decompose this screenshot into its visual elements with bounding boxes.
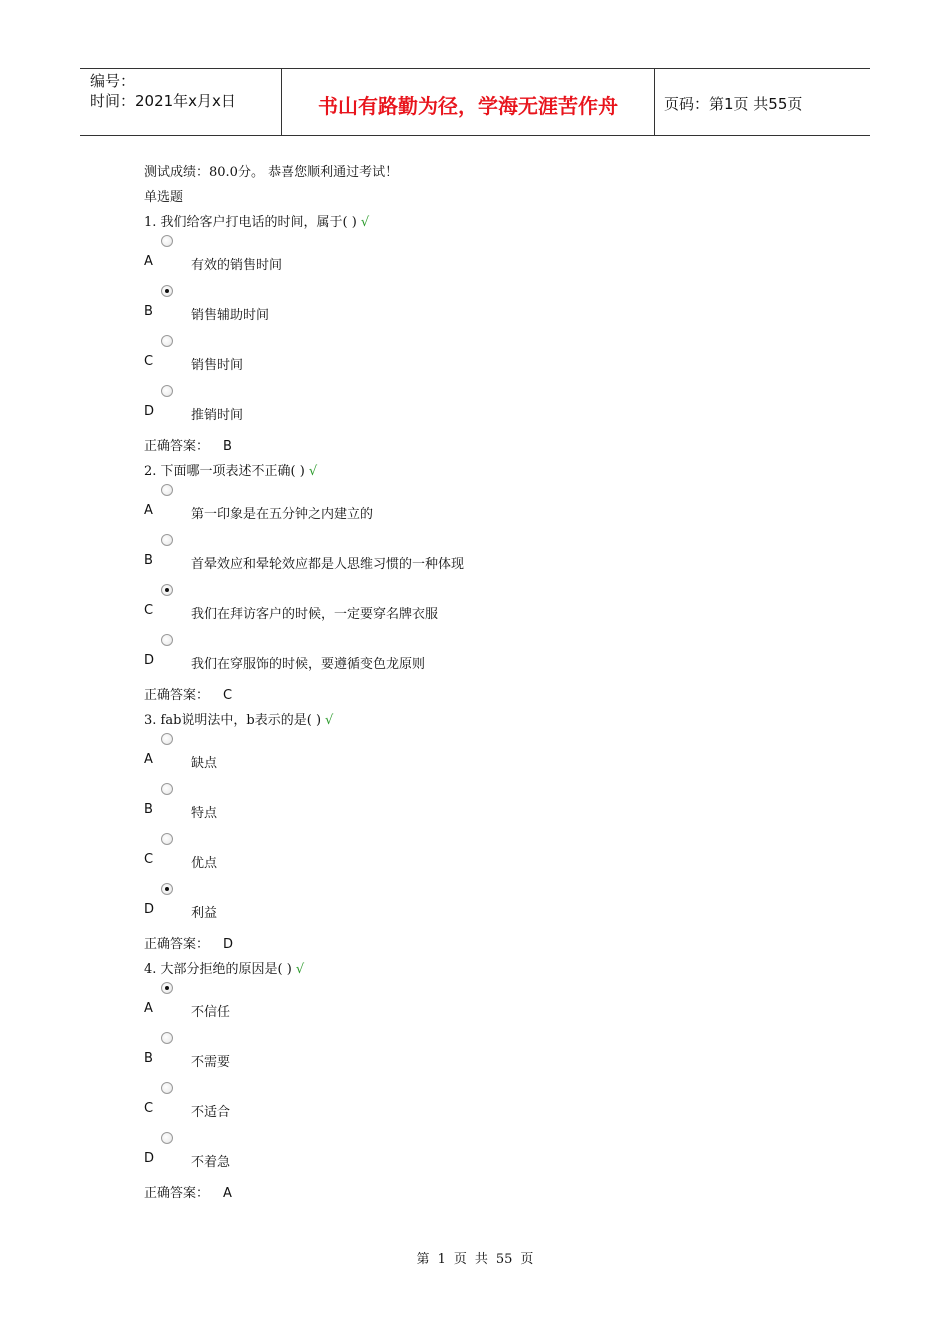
option-letter: B (144, 304, 153, 319)
option-letter: A (144, 1001, 153, 1016)
option-text: 缺点 (191, 756, 218, 771)
option-text: 首晕效应和晕轮效应都是人思维习惯的一种体现 (191, 557, 465, 572)
option-radio-b[interactable] (161, 1032, 173, 1044)
option-radio-d[interactable] (161, 883, 173, 895)
option-letter: C (144, 354, 154, 369)
option-text: 利益 (191, 906, 218, 921)
option-radio-b[interactable] (161, 285, 173, 297)
option-radio-c[interactable] (161, 833, 173, 845)
question-title (144, 211, 369, 230)
option-radio-a[interactable] (161, 982, 173, 994)
header-divider (654, 69, 655, 135)
option-text: 不需要 (191, 1055, 231, 1070)
correct-answer (144, 1182, 232, 1201)
option-text: 优点 (191, 856, 218, 871)
correct-answer-label: 正确答案： (144, 688, 210, 703)
option-text: 有效的销售时间 (191, 258, 283, 273)
correct-answer (144, 435, 232, 454)
footer-total-pages: 55 (495, 1252, 513, 1267)
question-text: 3. fab说明法中，b表示的是( ) (144, 713, 322, 728)
doc-number-label: 编号： (90, 72, 136, 90)
option-radio-a[interactable] (161, 484, 173, 496)
page-footer (0, 1248, 950, 1267)
option-text: 我们在拜访客户的时候，一定要穿名牌衣服 (191, 607, 439, 622)
option-letter: C (144, 852, 154, 867)
option-letter: C (144, 1101, 154, 1116)
correct-check-icon: √ (295, 962, 305, 977)
option-letter: A (144, 503, 153, 518)
question-text: 1. 我们给客户打电话的时间，属于( ) (144, 215, 357, 230)
header-motto: 书山有路勤为径，学海无涯苦作舟 (318, 94, 618, 118)
footer-text: 页 (453, 1252, 467, 1267)
option-letter: B (144, 1051, 153, 1066)
option-text: 销售时间 (191, 358, 244, 373)
correct-answer-value: C (223, 688, 233, 703)
option-radio-a[interactable] (161, 235, 173, 247)
header-page-info: 页码：第1页 共55页 (664, 95, 803, 113)
option-radio-d[interactable] (161, 1132, 173, 1144)
footer-text: 第 (416, 1252, 430, 1267)
correct-answer-label: 正确答案： (144, 439, 210, 454)
question-text: 4. 大部分拒绝的原因是( ) (144, 962, 292, 977)
page-header (80, 68, 870, 136)
doc-time-label: 时间：2021年x月x日 (90, 92, 236, 110)
option-letter: D (144, 902, 155, 917)
section-title: 单选题 (144, 190, 184, 205)
option-radio-a[interactable] (161, 733, 173, 745)
correct-answer-value: D (223, 937, 234, 952)
option-letter: D (144, 1151, 155, 1166)
option-text: 不信任 (191, 1005, 231, 1020)
option-text: 不着急 (191, 1155, 231, 1170)
option-letter: D (144, 653, 155, 668)
correct-answer-value: A (223, 1186, 232, 1201)
correct-answer-value: B (223, 439, 232, 454)
option-text: 销售辅助时间 (191, 308, 270, 323)
correct-answer (144, 933, 233, 952)
option-radio-c[interactable] (161, 584, 173, 596)
question-text: 2. 下面哪一项表述不正确( ) (144, 464, 305, 479)
option-radio-d[interactable] (161, 385, 173, 397)
option-radio-b[interactable] (161, 534, 173, 546)
option-letter: B (144, 553, 153, 568)
footer-text: 共 (474, 1252, 488, 1267)
correct-answer-label: 正确答案： (144, 1186, 210, 1201)
option-letter: B (144, 802, 153, 817)
footer-page-number: 1 (437, 1252, 446, 1267)
option-radio-c[interactable] (161, 1082, 173, 1094)
score-line: 测试成绩：80.0分。 恭喜您顺利通过考试！ (144, 165, 399, 180)
option-letter: A (144, 752, 153, 767)
header-meta (90, 71, 236, 111)
option-radio-d[interactable] (161, 634, 173, 646)
question-title (144, 709, 333, 728)
option-text: 推销时间 (191, 408, 244, 423)
option-letter: D (144, 404, 155, 419)
question-title (144, 460, 317, 479)
option-letter: A (144, 254, 153, 269)
option-radio-b[interactable] (161, 783, 173, 795)
correct-answer (144, 684, 232, 703)
option-text: 我们在穿服饰的时候，要遵循变色龙原则 (191, 657, 426, 672)
question-title (144, 958, 304, 977)
correct-check-icon: √ (325, 713, 334, 728)
option-text: 不适合 (191, 1105, 231, 1120)
option-radio-c[interactable] (161, 335, 173, 347)
option-text: 第一印象是在五分钟之内建立的 (191, 507, 374, 522)
correct-check-icon: √ (308, 464, 318, 479)
correct-check-icon: √ (360, 215, 370, 230)
footer-text: 页 (520, 1252, 534, 1267)
correct-answer-label: 正确答案： (144, 937, 210, 952)
option-letter: C (144, 603, 154, 618)
option-text: 特点 (191, 806, 218, 821)
